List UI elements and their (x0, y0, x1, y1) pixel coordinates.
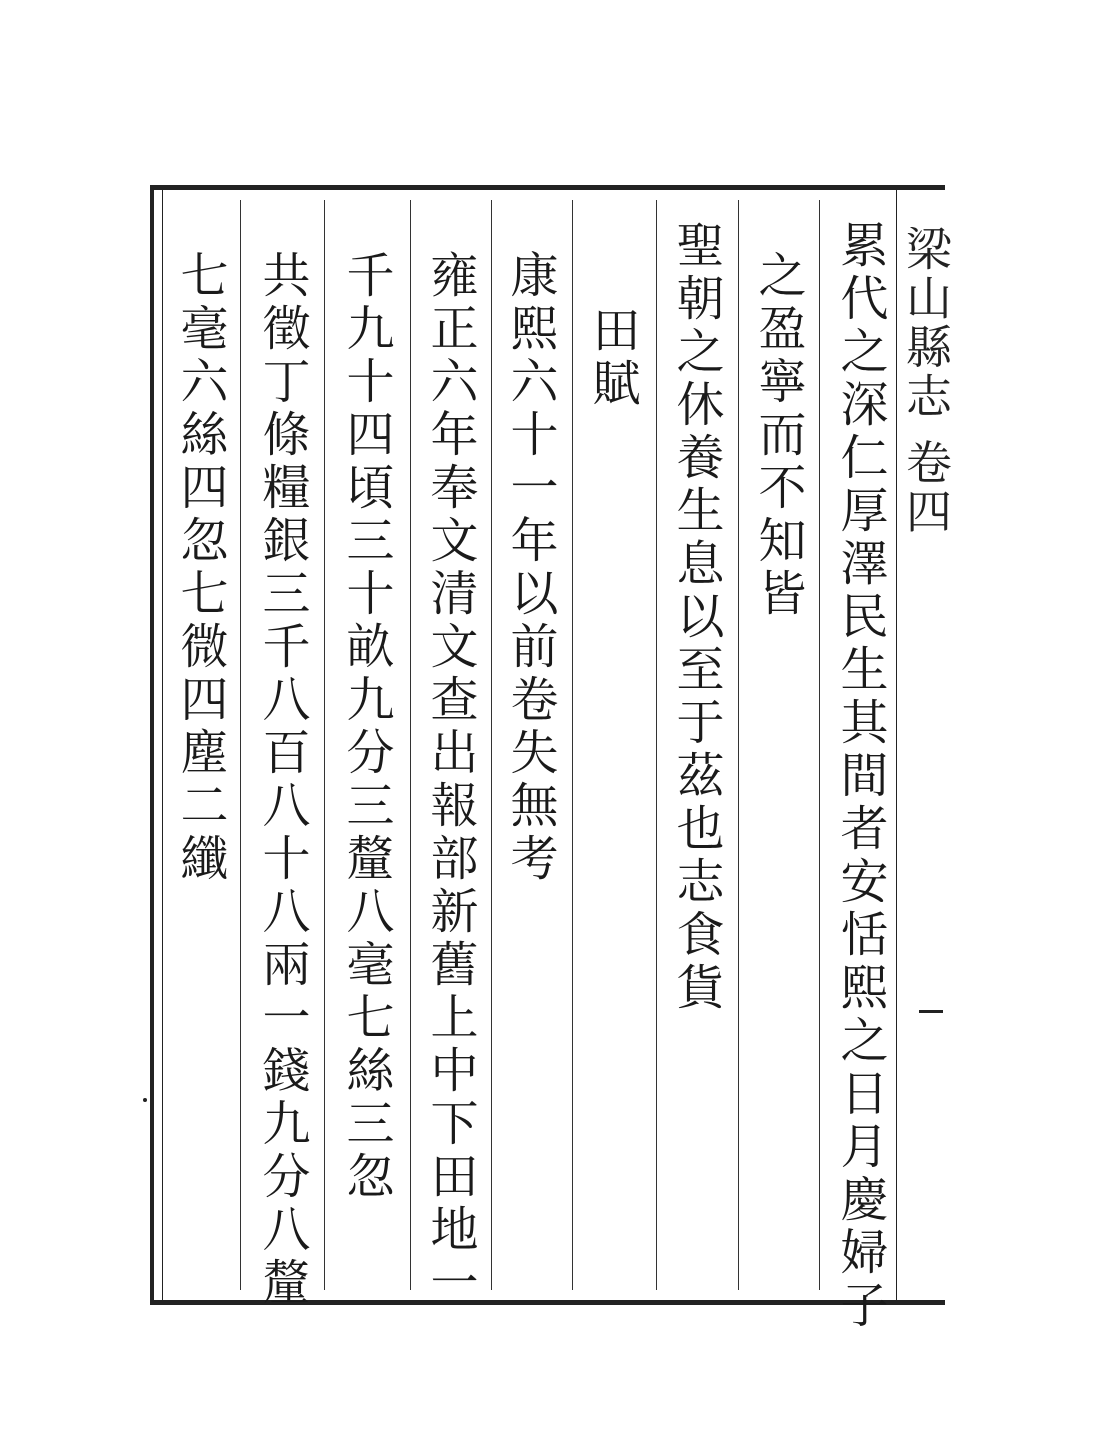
text-column-3: 聖朝之休養生息以至于茲也志食貨 (668, 220, 724, 1015)
text-column-7: 千九十四頃三十畝九分三釐八毫七絲三忽 (338, 250, 394, 1204)
text-column-9: 七毫六絲四忽七微四塵二纖 (172, 250, 228, 886)
page-number-mark (919, 1010, 943, 1013)
ink-dot (143, 1098, 147, 1102)
text-column-1: 累代之深仁厚澤民生其間者安恬熙之日月慶婦子 (832, 220, 888, 1333)
margin-band (896, 190, 953, 1300)
text-column-5: 康熙六十一年以前卷失無考 (502, 250, 558, 886)
column-divider (491, 200, 492, 1290)
column-divider (324, 200, 325, 1290)
column-divider (240, 200, 241, 1290)
text-column-8: 共徵丁條糧銀三千八百八十八兩一錢九分八釐 (254, 250, 310, 1310)
column-divider (819, 200, 820, 1290)
column-divider (572, 200, 573, 1290)
text-column-4: 田賦 (584, 305, 640, 411)
column-divider (738, 200, 739, 1290)
text-column-2: 之盈寧而不知皆 (750, 250, 806, 621)
column-divider (410, 200, 411, 1290)
page-frame (150, 185, 953, 1333)
text-column-6: 雍正六年奉文清文查出報部新舊上中下田地一 (422, 250, 478, 1310)
inner-border-rule (162, 190, 163, 1300)
book-title: 梁山縣志 卷四 (899, 225, 953, 537)
column-divider (656, 200, 657, 1290)
